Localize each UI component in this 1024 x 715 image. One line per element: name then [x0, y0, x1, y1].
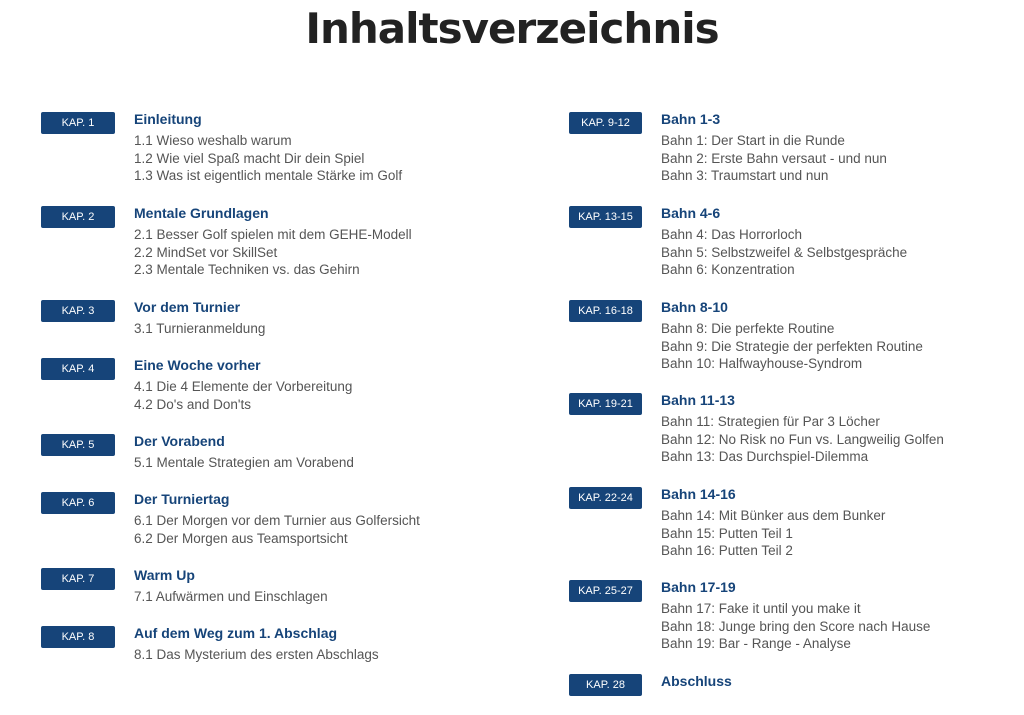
section-item: Bahn 10: Halfwayhouse-Syndrom [661, 356, 863, 372]
section-item: 4.2 Do's and Don'ts [134, 396, 251, 412]
chapter-content [134, 490, 420, 547]
chapter-badge: KAP. 8 [41, 626, 115, 648]
chapter-heading: Bahn 1-3 [661, 111, 721, 127]
chapter-badge: KAP. 2 [41, 206, 115, 228]
chapter-heading: Eine Woche vorher [134, 357, 261, 373]
chapter-heading: Bahn 14-16 [661, 486, 736, 502]
section-item: Bahn 9: Die Strategie der perfekten Routine [661, 338, 923, 354]
chapter-content [134, 624, 379, 664]
chapter-content [661, 485, 885, 560]
chapter-content [134, 566, 328, 606]
section-item: 7.1 Aufwärmen und Einschlagen [134, 589, 328, 604]
section-item: Bahn 17: Fake it until you make it [661, 601, 861, 616]
section-item: Bahn 19: Bar - Range - Analyse [661, 636, 851, 652]
chapter-badge: KAP. 28 [569, 674, 642, 696]
chapter-badge: KAP. 7 [41, 568, 115, 590]
chapter-badge: KAP. 16-18 [569, 300, 642, 322]
chapter-badge: KAP. 9-12 [569, 112, 642, 134]
chapter-content [661, 672, 732, 694]
section-item: Bahn 2: Erste Bahn versaut - und nun [661, 150, 887, 166]
chapter-heading: Bahn 8-10 [661, 299, 728, 315]
section-item: Bahn 1: Der Start in die Runde [661, 133, 845, 148]
chapter-heading: Abschluss [661, 673, 732, 689]
chapter-heading: Vor dem Turnier [134, 299, 241, 315]
section-item: 1.3 Was ist eigentlich mentale Stärke im Golf [134, 168, 403, 184]
chapter-heading: Der Vorabend [134, 433, 225, 449]
chapter-heading: Bahn 4-6 [661, 205, 721, 221]
chapter-heading: Mentale Grundlagen [134, 205, 269, 221]
chapter-badge: KAP. 3 [41, 300, 115, 322]
chapter-heading: Auf dem Weg zum 1. Abschlag [134, 625, 338, 641]
chapter-content [134, 356, 352, 413]
chapter-content [134, 110, 402, 185]
chapter-badge: KAP. 13-15 [569, 206, 642, 228]
section-item: Bahn 15: Putten Teil 1 [661, 525, 793, 541]
chapter-badge: KAP. 25-27 [569, 580, 642, 602]
section-item: Bahn 14: Mit Bünker aus dem Bunker [661, 508, 886, 523]
section-item: Bahn 6: Konzentration [661, 262, 795, 278]
chapter-heading: Der Turniertag [134, 491, 230, 507]
section-item: 1.1 Wieso weshalb warum [134, 133, 292, 148]
section-item: Bahn 4: Das Horrorloch [661, 227, 803, 242]
chapter-badge: KAP. 5 [41, 434, 115, 456]
section-item: 2.1 Besser Golf spielen mit dem GEHE-Modell [134, 227, 412, 242]
section-item: 2.3 Mentale Techniken vs. das Gehirn [134, 262, 360, 278]
section-item: 3.1 Turnieranmeldung [134, 321, 266, 336]
section-item: Bahn 3: Traumstart und nun [661, 168, 829, 184]
chapter-badge: KAP. 1 [41, 112, 115, 134]
chapter-content [134, 298, 265, 338]
section-item: Bahn 5: Selbstzweifel & Selbstgespräche [661, 244, 908, 260]
section-item: 4.1 Die 4 Elemente der Vorbereitung [134, 379, 353, 394]
chapter-heading: Einleitung [134, 111, 202, 127]
section-item: 6.1 Der Morgen vor dem Turnier aus Golfersicht [134, 513, 420, 528]
chapter-heading: Bahn 17-19 [661, 579, 736, 595]
section-item: Bahn 16: Putten Teil 2 [661, 543, 793, 559]
chapter-content [661, 110, 887, 185]
chapter-content [661, 391, 944, 466]
chapter-badge: KAP. 4 [41, 358, 115, 380]
chapter-badge: KAP. 22-24 [569, 487, 642, 509]
section-item: Bahn 8: Die perfekte Routine [661, 321, 835, 336]
section-item: 6.2 Der Morgen aus Teamsportsicht [134, 530, 348, 546]
section-item: Bahn 12: No Risk no Fun vs. Langweilig Golfen [661, 431, 944, 447]
chapter-badge: KAP. 6 [41, 492, 115, 514]
section-item: Bahn 13: Das Durchspiel-Dilemma [661, 449, 869, 465]
chapter-heading: Bahn 11-13 [661, 392, 735, 408]
section-item: 8.1 Das Mysterium des ersten Abschlags [134, 647, 379, 662]
section-item: 2.2 MindSet vor SkillSet [134, 244, 278, 260]
chapter-content [661, 298, 923, 373]
chapter-badge: KAP. 19-21 [569, 393, 642, 415]
chapter-content [134, 204, 412, 279]
chapter-content [134, 432, 354, 472]
chapter-heading: Warm Up [134, 567, 195, 583]
section-item: 1.2 Wie viel Spaß macht Dir dein Spiel [134, 150, 365, 166]
section-item: Bahn 11: Strategien für Par 3 Löcher [661, 414, 880, 429]
page-title: Inhaltsverzeichnis [305, 4, 719, 53]
section-item: 5.1 Mentale Strategien am Vorabend [134, 455, 354, 470]
section-item: Bahn 18: Junge bring den Score nach Hause [661, 618, 931, 634]
chapter-content [661, 204, 907, 279]
chapter-content [661, 578, 930, 653]
